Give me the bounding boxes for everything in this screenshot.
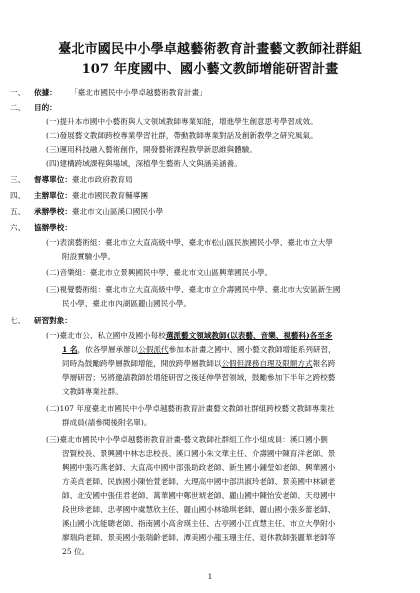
- coop-item-line: (二)音樂組：臺北市立景興國民中學、臺北市文山區興華國民小學。: [46, 268, 273, 277]
- participant-item-3-line: 溪山國小沈能聰老師、指南國小高舍瑛主任、古亭國小江貞慧主任、市立大學附小: [62, 519, 336, 528]
- participant-item-2-line: (二)107 年度臺北市國民中小學卓越藝術教育計畫藝文教師社群組跨校藝文教師專業社: [46, 404, 335, 413]
- participant-item-1-line: 學層研習；另將邀請教師於增能研習之後延伸學習領域，鼓勵參加下半年之跨校藝: [62, 373, 336, 382]
- goal-item: (三)運用科技融入藝術創作，開發藝術課程教學新思維與體驗。: [46, 145, 257, 154]
- participant-item-3-line: 廖瑞尚老師、景美國小張瑞齡老師、潭美國小龍玉珊主任、退休教師張麗華老師等: [62, 533, 336, 542]
- section-text: 臺北市文山區溪口國民小學: [72, 207, 164, 216]
- section-heading: 承辦學校：: [34, 207, 72, 216]
- participant-item-1-line: [46, 331, 333, 341]
- goal-item: (二)發展藝文教師跨校專業學習社群，帶動教師專業對話及創新教學之研究風氣。: [46, 131, 318, 140]
- document-title-line1: 臺北市國民中小學卓越藝術教育計畫藝文教師社群組: [58, 42, 362, 57]
- coop-item-line: (三)視覺藝術組：臺北市立大直高級中學、臺北市立介壽國民中學、臺北市大安區新生國: [46, 285, 341, 294]
- participant-item-3-line: 習賢校長、景興國中林志忠校長、溪口國小朱文華主任、介壽國中陳育洋老師、景: [62, 449, 336, 458]
- coop-item-line: 附設實驗小學。: [62, 252, 116, 261]
- coop-item-line: (一)表演藝術組：臺北市立大直高級中學、臺北市松山區民族國民小學、臺北市立大學: [46, 238, 333, 247]
- participant-item-1-line: [62, 345, 336, 355]
- page-number: 1: [207, 572, 213, 581]
- text-span: (一)臺北市公、私立國中及國小每校: [46, 331, 166, 340]
- section-number: 二、: [10, 103, 26, 112]
- section-number: 一、: [10, 88, 26, 97]
- participant-item-2-line: 群成員(請參閱後附名單)。: [62, 418, 152, 427]
- text-span: ，依各學層承辦以: [77, 345, 139, 354]
- text-span: 報名跨: [312, 359, 336, 368]
- section-number: 五、: [10, 207, 26, 216]
- text-span: 參加本計畫之國中、國小藝文教師增能系列研習，: [168, 345, 336, 354]
- goal-item: (四)建構跨域課程與場域，深植學生藝術人文與涵美涵養。: [46, 159, 242, 168]
- section-heading: 主辦單位：: [34, 191, 72, 200]
- goal-item: (一)提升本市國中小藝術與人文領域教師專業知能，增進學生創意思考學習成效。: [46, 117, 318, 126]
- coop-item-line: 民小學、臺北市內湖區麗山國民小學。: [62, 299, 192, 308]
- section-heading: 督導單位：: [34, 175, 72, 184]
- section-heading: 目的：: [34, 103, 57, 112]
- section-heading: 協辦學校：: [34, 223, 72, 232]
- section-heading: 研習對象：: [34, 316, 72, 325]
- participant-item-3-line: 25 位。: [62, 547, 90, 556]
- section-text: 臺北市政府教育局: [72, 175, 133, 184]
- emphasis-span: 選派藝文領域教師(以表藝、音樂、視藝科)各至多: [165, 331, 333, 340]
- section-text: 「臺北市國民中小學卓越藝術教育計畫」: [70, 88, 207, 97]
- section-number: 六、: [10, 223, 26, 232]
- participant-item-3-line: 興國中張巧燕老師、大直高中國中部張助政老師、新生國小鍾瑩如老師、興華國小: [62, 463, 336, 472]
- section-number: 七、: [10, 316, 26, 325]
- section-number: 四、: [10, 191, 26, 200]
- text-span: 同時為鼓勵跨學層教師增能，開放跨學層教師以: [62, 359, 222, 368]
- section-number: 三、: [10, 175, 26, 184]
- participant-item-3-line: 段世珍老師、忠孝國中虞慧欣主任、麗山國小林瑜琪老師、麗山國小張多蕾老師、: [62, 505, 336, 514]
- participant-item-1-line: 文教師專業社群。: [62, 387, 123, 396]
- section-heading: 依據：: [34, 88, 57, 97]
- emphasis-span: 公假派代: [138, 345, 169, 354]
- emphasis-span: 1 名: [62, 345, 78, 354]
- participant-item-1-line: [62, 359, 335, 369]
- participant-item-3-line: 方美貞老師、民族國小陳怡萱老師、大理高中國中部洪淑玲老師、景美國中林穎老: [62, 477, 336, 486]
- participant-item-3-line: 師、北安國中張佳君老師、萬華國中鄭世琥老師、麗山國中陳怡安老師、天母國中: [62, 491, 336, 500]
- emphasis-span: 公假但課務自理及限額方式: [221, 359, 313, 368]
- participant-item-3-line: (三)臺北市國民中小學卓越藝術教育計畫-藝文教師社群組工作小組成員：溪口國小劉: [46, 435, 328, 444]
- section-text: 臺北市國民教育輔導團: [72, 191, 148, 200]
- document-title-line2: 107 年度國中、國小藝文教師增能研習計畫: [81, 62, 339, 77]
